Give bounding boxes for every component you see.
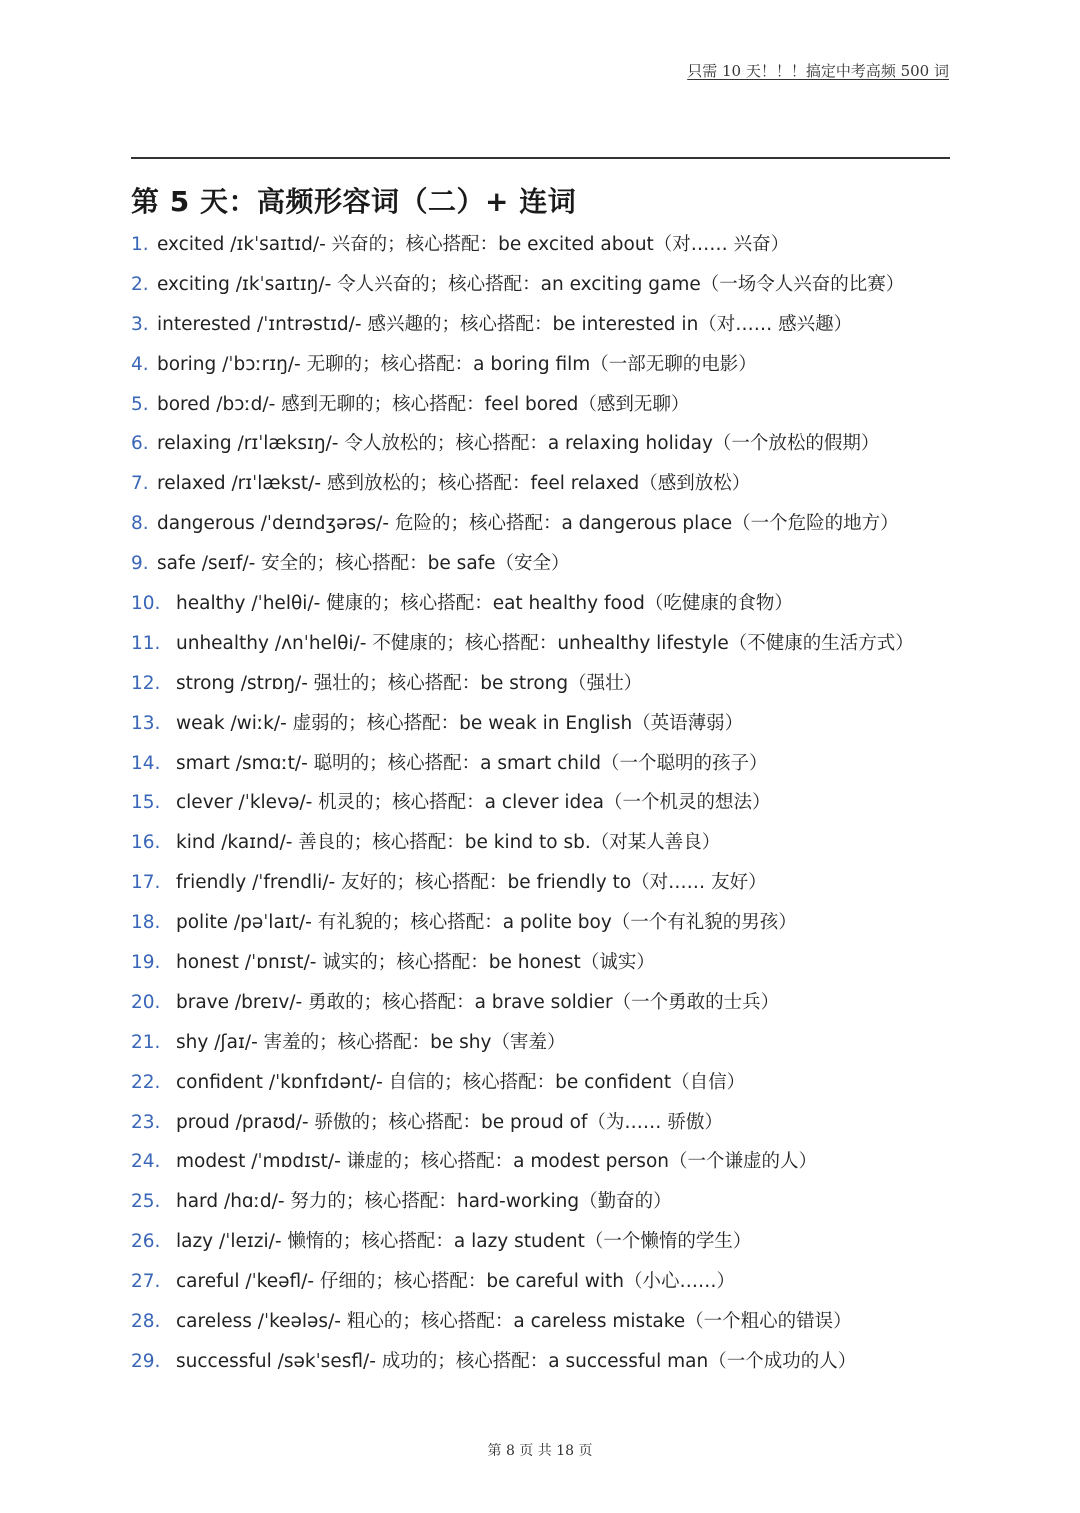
list-item [131,1142,951,1182]
list-item [131,225,951,265]
item-text: clever /ˈklevə/- 机灵的；核心搭配：a clever idea（一个机灵的想法） [176,792,771,814]
list-item [131,744,951,784]
item-text: smart /smɑːt/- 聪明的；核心搭配：a smart child（一个聪明的孩子） [176,752,768,774]
page-footer: 第 8 页 共 18 页 [487,1443,593,1459]
item-number: 18. [131,912,161,934]
item-text: interested /ˈɪntrəstɪd/- 感兴趣的；核心搭配：be interested in（对…… 感兴趣） [157,313,853,335]
list-item [131,1262,951,1302]
item-text: relaxed /rɪˈlækst/- 感到放松的；核心搭配：feel relaxed（感到放松） [157,473,751,495]
header-note: 只需 10 天！！！搞定中考高频 500 词 [687,62,949,80]
item-number: 6. [131,433,149,455]
item-number: 15. [131,792,161,814]
item-number: 24. [131,1151,161,1173]
item-text: strong /strɒŋ/- 强壮的；核心搭配：be strong（强壮） [176,672,643,694]
list-item [131,504,951,544]
list-item [131,903,951,943]
list-item [131,1063,951,1103]
item-text: unhealthy /ʌnˈhelθi/- 不健康的；核心搭配：unhealthy lifestyle（不健康的生活方式） [176,632,914,654]
item-number: 28. [131,1311,161,1333]
list-item [131,704,951,744]
list-item [131,1342,951,1382]
item-number: 13. [131,712,161,734]
item-number: 14. [131,752,161,774]
item-text: brave /breɪv/- 勇敢的；核心搭配：a brave soldier（一个勇敢的士兵） [176,991,780,1013]
item-text: kind /kaɪnd/- 善良的；核心搭配：be kind to sb.（对某人善良） [176,832,721,854]
item-text: careless /ˈkeələs/- 粗心的；核心搭配：a careless mistake（一个粗心的错误） [176,1311,852,1333]
list-item [131,823,951,863]
item-text: hard /hɑːd/- 努力的；核心搭配：hard-working（勤奋的） [176,1191,672,1213]
item-number: 9. [131,553,149,575]
item-text: boring /ˈbɔːrɪŋ/- 无聊的；核心搭配：a boring film（一部无聊的电影） [157,353,757,375]
item-number: 4. [131,353,149,375]
item-number: 27. [131,1271,161,1293]
list-item [131,1222,951,1262]
list-item [131,863,951,903]
item-number: 8. [131,513,149,535]
item-text: safe /seɪf/- 安全的；核心搭配：be safe（安全） [157,553,570,575]
item-number: 19. [131,952,161,974]
item-number: 22. [131,1071,161,1093]
item-number: 7. [131,473,149,495]
list-item [131,265,951,305]
item-text: dangerous /ˈdeɪndʒərəs/- 危险的；核心搭配：a dangerous place（一个危险的地方） [157,513,899,535]
item-text: excited /ɪkˈsaɪtɪd/- 兴奋的；核心搭配：be excited about（对…… 兴奋） [157,234,790,255]
item-text: proud /praʊd/- 骄傲的；核心搭配：be proud of（为…… 骄傲） [176,1111,723,1133]
item-text: healthy /ˈhelθi/- 健康的；核心搭配：eat healthy food（吃健康的食物） [176,593,793,615]
item-number: 21. [131,1031,161,1053]
item-text: confident /ˈkɒnfɪdənt/- 自信的；核心搭配：be confident（自信） [176,1071,746,1093]
item-text: polite /pəˈlaɪt/- 有礼貌的；核心搭配：a polite boy（一个有礼貌的男孩） [176,912,797,934]
list-item [131,664,951,704]
item-number: 16. [131,832,161,854]
list-item [131,1023,951,1063]
item-number: 29. [131,1350,161,1372]
item-number: 12. [131,672,161,694]
item-text: weak /wiːk/- 虚弱的；核心搭配：be weak in English（英语薄弱） [176,712,744,734]
item-number: 11. [131,632,161,654]
item-text: modest /ˈmɒdɪst/- 谦虚的；核心搭配：a modest person（一个谦虚的人） [176,1151,817,1173]
item-number: 20. [131,991,161,1013]
item-text: careful /ˈkeəfl/- 仔细的；核心搭配：be careful with（小心……） [176,1271,736,1293]
list-item [131,983,951,1023]
list-item [131,345,951,385]
item-number: 17. [131,872,161,894]
header-divider [131,157,950,159]
item-number: 26. [131,1231,161,1253]
list-item [131,1182,951,1222]
list-item [131,624,951,664]
item-text: honest /ˈɒnɪst/- 诚实的；核心搭配：be honest（诚实） [176,952,655,974]
list-item [131,584,951,624]
item-text: successful /səkˈsesfl/- 成功的；核心搭配：a successful man（一个成功的人） [176,1350,857,1372]
item-number: 10. [131,593,161,615]
vocab-list [131,225,951,1382]
list-item [131,1103,951,1143]
item-number: 3. [131,313,149,335]
item-number: 25. [131,1191,161,1213]
list-item [131,544,951,584]
item-text: shy /ʃaɪ/- 害羞的；核心搭配：be shy（害羞） [176,1031,566,1053]
list-item [131,385,951,425]
item-number: 5. [131,393,149,415]
item-text: exciting /ɪkˈsaɪtɪŋ/- 令人兴奋的；核心搭配：an exciting game（一场令人兴奋的比赛） [157,273,905,295]
page-title: 第 5 天：高频形容词（二）+ 连词 [131,185,577,218]
item-text: relaxing /rɪˈlæksɪŋ/- 令人放松的；核心搭配：a relaxing holiday（一个放松的假期） [157,433,880,455]
list-item [131,783,951,823]
item-number: 1. [131,234,149,255]
item-number: 2. [131,273,149,295]
item-text: lazy /ˈleɪzi/- 懒惰的；核心搭配：a lazy student（一个懒惰的学生） [176,1231,752,1253]
item-number: 23. [131,1111,161,1133]
list-item [131,424,951,464]
list-item [131,943,951,983]
item-text: friendly /ˈfrendli/- 友好的；核心搭配：be friendly to（对…… 友好） [176,872,767,894]
list-item [131,1302,951,1342]
item-text: bored /bɔːd/- 感到无聊的；核心搭配：feel bored（感到无聊） [157,393,690,415]
list-item [131,464,951,504]
list-item [131,305,951,345]
